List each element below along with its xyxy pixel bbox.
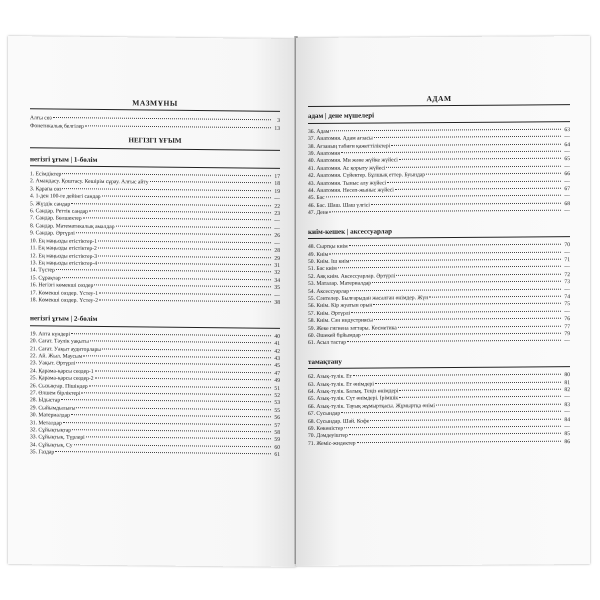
- dot-leader: [95, 378, 271, 381]
- dot-leader: [374, 136, 561, 138]
- open-book: [0, 36, 600, 564]
- toc-entry-label: 43. Анатомия. Тыныс алу жүйесі: [308, 180, 387, 187]
- toc-entry-label: 34. Сұйықтық. Су: [30, 442, 73, 449]
- toc-entry-label: 22. Ай. Жыл. Маусым: [30, 353, 83, 360]
- dot-leader: [62, 173, 271, 176]
- toc-entry-label: 33. Сұйықтық. Түрлері: [30, 434, 85, 442]
- toc-entry-label: 67. Сусындар: [308, 410, 341, 418]
- dot-leader: [338, 266, 561, 269]
- toc-entry-page-number: 57: [274, 422, 280, 429]
- dot-leader: [71, 203, 271, 206]
- toc-entry-page-number: —: [564, 409, 570, 416]
- dot-leader: [61, 399, 271, 402]
- right-page: [296, 36, 590, 566]
- toc-entry-page-number: 60: [274, 444, 280, 451]
- dot-leader: [102, 348, 271, 351]
- toc-entry-label: Алғы сөз: [30, 115, 52, 122]
- dot-leader: [386, 166, 561, 168]
- dot-leader: [399, 389, 561, 391]
- dot-leader: [98, 255, 271, 258]
- toc-entry-page-number: 84: [564, 416, 570, 423]
- toc-entry-label: 15. Сұрақтар: [30, 274, 61, 282]
- toc-entry-label: 62. Азық-түлік. Ет: [308, 373, 352, 381]
- dot-leader: [99, 299, 271, 302]
- toc-entry-label: 52. Аяқ киім. Аксессуарлар. Әртүрлі: [308, 273, 396, 280]
- dot-leader: [429, 296, 561, 298]
- toc-entry-page-number: —: [564, 264, 570, 271]
- toc-entry-label: 7. Сандар. Бөлшектер: [30, 215, 82, 223]
- dot-leader: [63, 422, 271, 425]
- toc-entry-page-number: 73: [564, 279, 570, 286]
- toc-entry: [30, 449, 280, 459]
- section-header: киім-кешек | аксессуарлар: [308, 227, 570, 239]
- dot-leader: [351, 310, 561, 312]
- toc-entry: [30, 123, 280, 133]
- toc-entry-label: 53. Маталар. Материалдар: [308, 280, 372, 288]
- toc-entry-label: 4. 1-ден 100-ге дейінгі сандар: [30, 193, 101, 201]
- dot-leader: [55, 451, 271, 454]
- section-header: негізгі ұғым | 2-бөлім: [30, 316, 280, 329]
- toc-entry-label: 46. Бас. Шаш. Шаш үлгісі: [308, 202, 370, 209]
- toc-entry-page-number: 22: [274, 203, 280, 210]
- toc-entry-page-number: 40: [274, 333, 280, 340]
- toc-entry-page-number: 43: [274, 355, 280, 362]
- dot-leader: [350, 259, 561, 261]
- toc-entry-label: 68. Сусындар. Шай. Кофе: [308, 418, 370, 425]
- toc-entry-page-number: 66: [564, 171, 570, 178]
- toc-entry-label: 31. Металдар: [30, 419, 62, 427]
- toc-entry-label: 19. Апта күндері: [30, 330, 71, 338]
- toc-entry-label: 47. Дене: [308, 210, 329, 217]
- dot-leader: [76, 363, 271, 366]
- toc-entry-label: 56. Киім. Кір жуатын орын: [308, 302, 373, 310]
- toc-entry-page-number: 81: [564, 379, 570, 386]
- dot-leader: [83, 218, 271, 221]
- toc-entry-page-number: 61: [274, 452, 280, 459]
- toc-entry-label: 35. Газдар: [30, 449, 55, 456]
- toc-entry-label: 44. Анатомия. Несеп-жыныс жүйесі: [308, 187, 394, 195]
- human-title: АДАМ: [308, 94, 570, 107]
- toc-entry-page-number: 17: [274, 173, 280, 180]
- toc-entry-label: 27. Өлшем бірліктері: [30, 390, 81, 397]
- dot-leader: [349, 433, 561, 435]
- dot-leader: [399, 396, 561, 398]
- toc-entry: [308, 439, 570, 448]
- dot-leader: [371, 203, 561, 205]
- toc-entry-label: 9. Сандар. Әртүрлі: [30, 230, 75, 237]
- toc-entry-label: 61. Асыл тастар: [308, 340, 346, 347]
- toc-entry-label: 50. Киім. Іш киім: [308, 258, 350, 265]
- toc-entry-label: 13. Ең маңызды етістіктер-4: [30, 260, 98, 267]
- dot-leader: [329, 251, 561, 254]
- dot-leader: [83, 355, 271, 358]
- dot-leader: [95, 370, 271, 373]
- basic-concepts-title: НЕГІЗГІ ҰҒЫМ: [30, 136, 280, 150]
- dot-leader: [329, 210, 561, 213]
- dot-leader: [85, 125, 271, 128]
- toc-entry-page-number: 19: [274, 188, 280, 195]
- toc-entry-page-number: 67: [564, 186, 570, 193]
- dot-leader: [372, 281, 561, 283]
- toc-entry-page-number: 74: [564, 294, 570, 301]
- dot-leader: [370, 418, 561, 420]
- toc-entry-page-number: 70: [564, 242, 570, 249]
- toc-entry-page-number: 23: [274, 210, 280, 217]
- toc-entry-page-number: 79: [564, 331, 570, 338]
- dot-leader: [76, 407, 271, 410]
- dot-leader: [373, 303, 561, 305]
- dot-leader: [391, 143, 561, 145]
- dot-leader: [62, 188, 271, 191]
- toc-entry-page-number: 85: [564, 431, 570, 438]
- toc-entry-page-number: 52: [274, 392, 280, 399]
- toc-entry-label: 29. Сыйымдылығы: [30, 405, 76, 412]
- toc-entry-label: 6. Сандар. Реттік сандар: [30, 208, 88, 215]
- toc-entry-label: 20. Сағат. Тәулік уақыты: [30, 338, 89, 346]
- toc-entry-label: 57. Киім. Әртүрлі: [308, 310, 351, 317]
- dot-leader: [357, 441, 561, 443]
- toc-entry-page-number: —: [274, 240, 280, 247]
- toc-entry-label: 51. Бас киім: [308, 266, 337, 273]
- toc-entry-page-number: —: [564, 394, 570, 401]
- toc-entry-page-number: —: [564, 193, 570, 200]
- toc-entry-label: 23. Уақыт. Әртүрлі: [30, 360, 76, 368]
- section-gap: [30, 305, 280, 315]
- dot-leader: [349, 244, 561, 246]
- dot-leader: [98, 248, 271, 251]
- dot-leader: [72, 429, 271, 432]
- dot-leader: [86, 437, 271, 440]
- dot-leader: [395, 188, 561, 190]
- toc-entry-label: 42. Анатомия. Сүйектер. Бұлшық еттер. Буындар: [308, 172, 426, 180]
- toc-entry-label: 49. Киім: [308, 251, 329, 258]
- toc-entry-label: 59. Жеке гигиена заттары. Косметика: [308, 324, 397, 332]
- toc-entry-page-number: —: [564, 424, 570, 431]
- section-header: негізгі ұғым | 1-бөлім: [30, 156, 280, 169]
- dot-leader: [396, 273, 561, 275]
- dot-leader: [426, 173, 561, 175]
- toc-entry-label: 60. Әшекей бұйымдар: [308, 332, 361, 339]
- toc-entry-label: 63. Азық-түлік. Ет өнімдері: [308, 381, 374, 388]
- dot-leader: [150, 181, 271, 183]
- section-gap: [308, 346, 570, 355]
- dot-leader: [350, 288, 561, 290]
- toc-entry-page-number: —: [564, 163, 570, 171]
- toc-entry-label: 5. Жүздік сандар: [30, 200, 71, 208]
- toc-entry-label: 8. Сандар. Математикалық амалдар: [30, 223, 115, 230]
- toc-entry-page-number: 80: [564, 372, 570, 379]
- dot-leader: [375, 381, 561, 383]
- dot-leader: [344, 426, 561, 429]
- dot-leader: [71, 414, 271, 417]
- dot-leader: [99, 292, 271, 295]
- toc-entry-page-number: 32: [274, 270, 280, 277]
- toc-entry-page-number: 58: [274, 429, 280, 436]
- toc-entry-label: 32. Сұйықтықтар: [30, 427, 72, 434]
- toc-entry-page-number: 71: [564, 257, 570, 264]
- toc-entry-label: 28. Ыдыстар: [30, 397, 61, 404]
- toc-entry-page-number: —: [564, 149, 570, 156]
- toc-entry-label: 66. Азық-түлік. Тауық жұмыртқасы. Жұмыртқа өнімі: [308, 402, 435, 410]
- toc-entry-label: 36. Адам: [308, 128, 330, 135]
- section-header: адам | дене мүшелері: [308, 112, 570, 124]
- dot-leader: [341, 411, 561, 414]
- toc-entry-page-number: —: [564, 249, 570, 256]
- toc-entry-label: 69. Көкөністер: [308, 425, 344, 432]
- toc-entry-page-number: —: [564, 286, 570, 293]
- toc-entry-page-number: 76: [564, 316, 570, 323]
- toc-entry-page-number: 45: [274, 363, 280, 370]
- toc-entry-page-number: 72: [564, 271, 570, 278]
- right-page-content: [308, 94, 570, 448]
- toc-entry-label: 14. Түстер: [30, 267, 55, 274]
- toc-entry-label: 71. Жеміс-жидектер: [308, 440, 356, 447]
- dot-leader: [71, 333, 271, 336]
- right-sections: [308, 112, 570, 449]
- dot-leader: [326, 195, 561, 198]
- dot-leader: [341, 151, 561, 154]
- toc-entry-label: 48. Сыртқы киім: [308, 243, 348, 251]
- toc-entry-page-number: 68: [564, 201, 570, 208]
- toc-entry-page-number: 47: [274, 370, 280, 377]
- front-matter-list: [30, 116, 280, 133]
- section-gap: [308, 216, 570, 225]
- toc-entry-label: 18. Көмекші сөздер. Үстеу-2: [30, 297, 98, 304]
- toc-entry-page-number: 31: [274, 262, 280, 269]
- dot-leader: [62, 277, 271, 280]
- toc-entry-page-number: 35: [274, 284, 280, 291]
- contents-title: МАЗМҰНЫ: [30, 98, 280, 112]
- toc-entry-page-number: —: [274, 225, 280, 232]
- dot-leader: [387, 180, 561, 182]
- toc-entry-label: 21. Сағат. Уақыт аудиторлары: [30, 345, 102, 353]
- left-page: [8, 36, 296, 567]
- toc-entry-label: 25. Қарама-қарсы сөздер-2: [30, 375, 94, 383]
- dot-leader: [81, 392, 271, 395]
- dot-leader: [330, 129, 561, 132]
- toc-entry-page-number: 55: [274, 407, 280, 414]
- toc-entry-page-number: 51: [274, 385, 280, 392]
- dot-leader: [94, 285, 271, 288]
- dot-leader: [102, 196, 271, 199]
- toc-entry-label: 70. Дәмдеуіштер: [308, 433, 348, 440]
- toc-entry-label: Фонетикалық белгілер: [30, 123, 84, 130]
- toc-entry-page-number: 83: [564, 401, 570, 408]
- toc-entry-label: 12. Ең маңызды етістіктер-3: [30, 252, 98, 260]
- toc-entry-label: 26. Сызықтар. Пішіндер: [30, 382, 88, 390]
- dot-leader: [74, 444, 272, 447]
- left-page-content: [30, 98, 280, 459]
- toc-entry-page-number: 53: [274, 400, 280, 407]
- dot-leader: [353, 374, 561, 376]
- dot-leader: [398, 325, 561, 327]
- toc-entry-label: 41. Анатомия. Ас қорыту жүйесі: [308, 165, 386, 172]
- toc-entry-page-number: 49: [274, 377, 280, 385]
- toc-entry-label: 39. Анатомия: [308, 150, 340, 158]
- toc-entry-label: 55. Сәнтелер. Былғарыдан жасалған өнімдер. Жүн: [308, 295, 429, 302]
- toc-entry-page-number: 38: [274, 299, 280, 306]
- toc-entry-label: 65. Азық-түлік. Сүт өнімдері. Ірімшік: [308, 395, 399, 403]
- toc-entry-label: 3. Қарапа сөз: [30, 186, 62, 193]
- toc-entry-page-number: 26: [274, 233, 280, 240]
- toc-entry-label: 58. Киім. Сән индустриясы: [308, 317, 373, 325]
- dot-leader: [98, 240, 271, 243]
- toc-entry-label: 2. Амандасу. Қоштасу. Кешірім сұрау. Алғыс айту: [30, 178, 149, 186]
- toc-entry-page-number: —: [564, 308, 570, 315]
- toc-entry-page-number: 82: [564, 387, 570, 394]
- toc-entry-page-number: —: [564, 178, 570, 185]
- toc-entry-page-number: 28: [274, 247, 280, 254]
- dot-leader: [56, 269, 271, 272]
- toc-entry-label: 30. Материалдар: [30, 412, 70, 419]
- dot-leader: [76, 232, 271, 235]
- toc-entry-page-number: 18: [274, 181, 280, 188]
- toc-entry-label: 40. Анатомия. Ми және жүйке жүйесі: [308, 157, 398, 165]
- toc-entry-page-number: 77: [564, 323, 570, 330]
- toc-entry-label: 11. Ең маңызды етістіктер-2: [30, 245, 97, 253]
- dot-leader: [436, 404, 561, 406]
- toc-entry-label: 10. Ең маңызды етістіктер-1: [30, 237, 98, 245]
- dot-leader: [98, 262, 271, 265]
- toc-entry-label: 64. Азық-түлік. Балық. Теңіз өнімдері: [308, 388, 399, 395]
- dot-leader: [362, 333, 561, 335]
- toc-entry-page-number: 34: [274, 277, 280, 284]
- dot-leader: [89, 385, 271, 388]
- toc-entry-page-number: 59: [274, 437, 280, 444]
- toc-entry-page-number: 13: [274, 125, 280, 132]
- toc-entry-page-number: 64: [564, 141, 570, 148]
- dot-leader: [90, 341, 271, 344]
- toc-entry-page-number: 63: [564, 126, 570, 133]
- toc-entry-page-number: —: [274, 218, 280, 225]
- toc-entry-page-number: 42: [274, 348, 280, 355]
- section-header: тамақтану: [308, 357, 570, 369]
- toc-entry-label: 24. Қарама-қарсы сөздер-1: [30, 368, 94, 375]
- toc-entry-page-number: 75: [564, 301, 570, 308]
- dot-leader: [347, 340, 561, 342]
- toc-entry-label: 54. Аксессуарлар: [308, 288, 350, 295]
- dot-leader: [53, 117, 271, 120]
- toc-entry-page-number: —: [564, 134, 570, 141]
- toc-entry-label: 37. Анатомия. Адам ағзасы: [308, 135, 373, 143]
- toc-entry-label: 38. Ағзаның табиғи қажеттіліктері: [308, 143, 391, 150]
- toc-entry-page-number: 56: [274, 415, 280, 422]
- dot-leader: [374, 318, 561, 320]
- dot-leader: [89, 210, 271, 213]
- toc-entry-page-number: 29: [274, 255, 280, 262]
- dot-leader: [116, 226, 271, 229]
- toc-entry-label: 45. Бас: [308, 195, 325, 202]
- left-sections: [30, 156, 280, 460]
- toc-entry-page-number: 86: [564, 438, 570, 446]
- toc-entry-page-number: —: [564, 338, 570, 345]
- dot-leader: [399, 158, 561, 160]
- toc-entry-page-number: —: [274, 292, 280, 299]
- toc-entry-label: 17. Көмекші сөздер. Үстеу-1: [30, 289, 98, 297]
- toc-entry-page-number: 41: [274, 340, 280, 348]
- toc-entry-page-number: —: [274, 196, 280, 203]
- toc-entry-label: 16. Негізгі көмекші сөздер: [30, 282, 94, 290]
- toc-entry-page-number: 65: [564, 156, 570, 163]
- toc-entry-page-number: —: [564, 208, 570, 215]
- toc-entry-page-number: 3: [277, 118, 280, 125]
- toc-entry-label: 1. Есімдіктер: [30, 171, 62, 178]
